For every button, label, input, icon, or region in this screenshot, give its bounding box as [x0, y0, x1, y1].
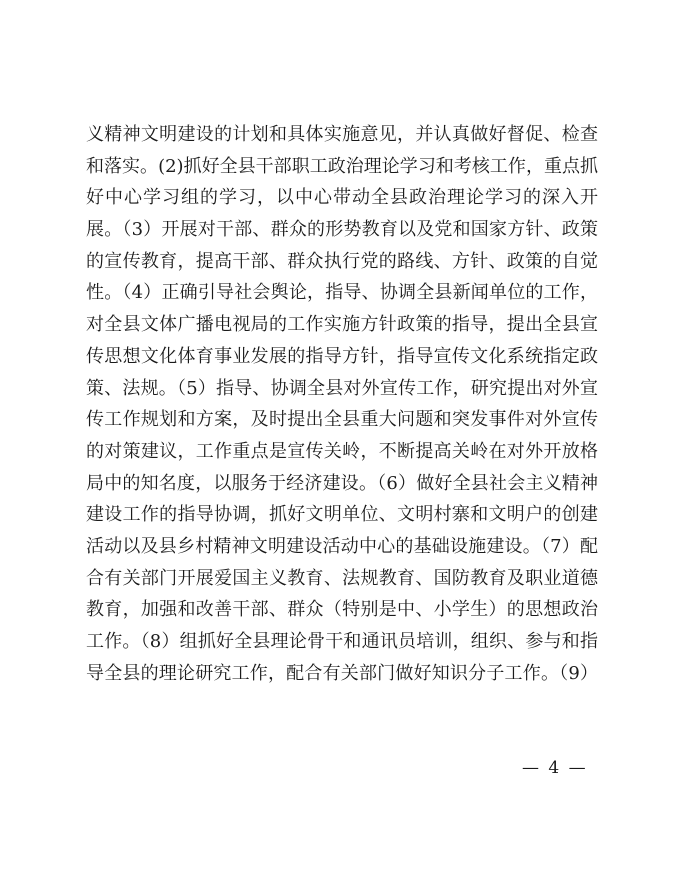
- text-line: 义精神文明建设的计划和具体实施意见，并认真做好督促、检查: [86, 124, 598, 145]
- text-line: 活动以及县乡村精神文明建设活动中心的基础设施建设。（7）配: [86, 535, 598, 557]
- text-line: 策、法规。（5）指导、协调全县对外宣传工作，研究提出对外宣: [86, 377, 598, 399]
- text-line: 和落实。(2)抓好全县干部职工政治理论学习和考核工作，重点抓: [86, 155, 598, 177]
- text-line: 工作。（8）组抓好全县理论骨干和通讯员培训，组织、参与和指: [86, 631, 598, 652]
- body-text: [86, 119, 598, 689]
- text-line: 传思想文化体育事业发展的指导方针，指导宣传文化系统指定政: [86, 345, 598, 367]
- text-line: 导全县的理论研究工作，配合有关部门做好知识分子工作。（9）: [86, 662, 598, 684]
- text-line: 对全县文体广播电视局的工作实施方针政策的指导，提出全县宣: [86, 314, 598, 336]
- text-line: 合有关部门开展爱国主义教育、法规教育、国防教育及职业道德: [86, 567, 598, 589]
- text-line: 的对策建议，工作重点是宣传关岭，不断提高关岭在对外开放格: [86, 440, 598, 462]
- text-line: 好中心学习组的学习，以中心带动全县政治理论学习的深入开: [86, 187, 598, 209]
- text-line: 展。（3）开展对干部、群众的形势教育以及党和国家方针、政策: [86, 219, 598, 241]
- text-line: 局中的知名度，以服务于经济建设。（6）做好全县社会主义精神: [86, 472, 598, 494]
- text-line: 的宣传教育，提高干部、群众执行党的路线、方针、政策的自觉: [86, 250, 598, 272]
- text-line: 传工作规划和方案，及时提出全县重大问题和突发事件对外宣传: [86, 409, 598, 431]
- page-number: — 4 —: [522, 758, 588, 778]
- text-line: 性。（4）正确引导社会舆论，指导、协调全县新闻单位的工作，: [86, 282, 598, 304]
- text-line: 建设工作的指导协调，抓好文明单位、文明村寨和文明户的创建: [86, 504, 598, 526]
- text-line: 教育，加强和改善干部、群众（特别是中、小学生）的思想政治: [86, 599, 598, 621]
